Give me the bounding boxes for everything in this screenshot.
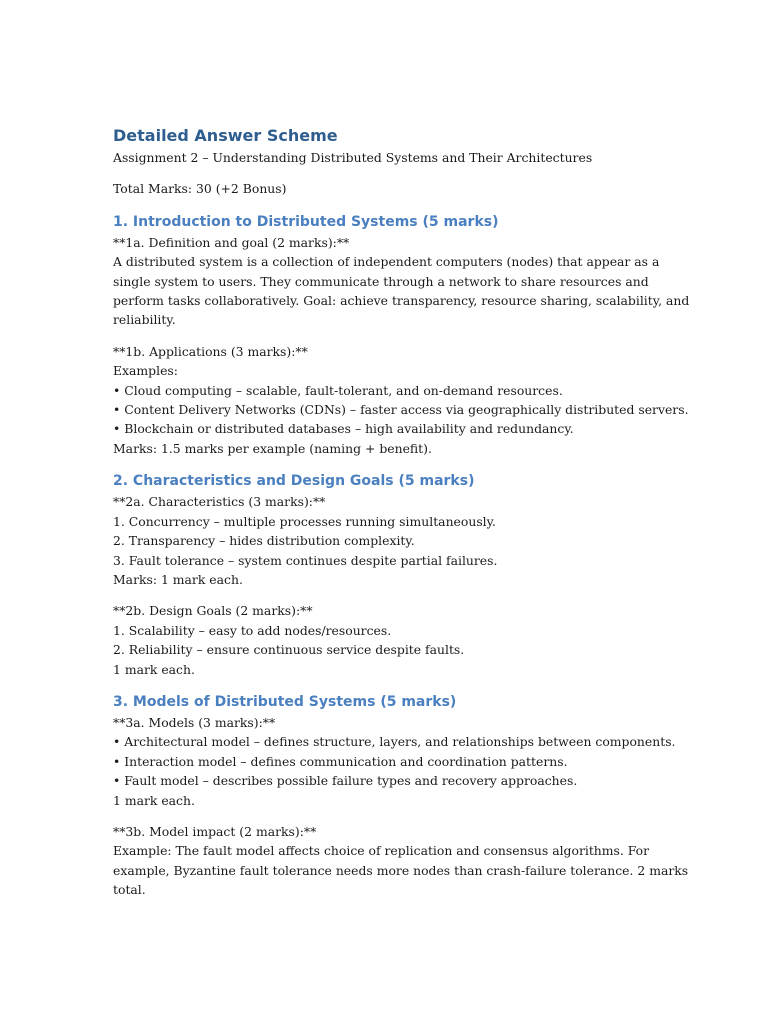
answer-line: 3. Fault tolerance – system continues despite partial failures. <box>113 552 498 568</box>
spacer <box>113 589 673 601</box>
answer-line: total. <box>113 882 146 898</box>
answer-block <box>113 713 676 810</box>
answer-line: 1. Scalability – easy to add nodes/resources. <box>113 622 392 638</box>
sections-container <box>113 199 690 900</box>
section-heading: 3. Models of Distributed Systems (5 marks) <box>113 693 457 710</box>
answer-line: Marks: 1 mark each. <box>113 571 243 587</box>
answer-line: 1. Concurrency – multiple processes running simultaneously. <box>113 513 496 529</box>
answer-line: Example: The fault model affects choice of replication and consensus algorithms. For <box>113 843 650 859</box>
answer-block <box>113 492 673 589</box>
spacer <box>113 458 673 470</box>
spacer <box>113 679 673 691</box>
question-label: **1a. Definition and goal (2 marks):** <box>113 234 350 250</box>
answer-line: perform tasks collaboratively. Goal: achieve transparency, resource sharing, scalability, and <box>113 293 690 309</box>
answer-line: example, Byzantine fault tolerance needs more nodes than crash-failure tolerance. 2 marks <box>113 862 689 878</box>
spacer <box>113 330 673 342</box>
question-label: **3a. Models (3 marks):** <box>113 714 276 730</box>
section-heading: 2. Characteristics and Design Goals (5 marks) <box>113 473 475 490</box>
answer-line: • Content Delivery Networks (CDNs) – faster access via geographically distributed servers. <box>113 402 689 418</box>
question-label: **3b. Model impact (2 marks):** <box>113 823 317 839</box>
question-label: **2b. Design Goals (2 marks):** <box>113 603 313 619</box>
document-content <box>113 124 690 900</box>
answer-line: • Fault model – describes possible failure types and recovery approaches. <box>113 773 578 789</box>
spacer <box>113 199 673 211</box>
answer-block <box>113 601 673 679</box>
answer-line: 1 mark each. <box>113 792 195 808</box>
document-title: Detailed Answer Scheme <box>113 126 338 145</box>
answer-line: • Architectural model – defines structure, layers, and relationships between components. <box>113 734 676 750</box>
total-marks: Total Marks: 30 (+2 Bonus) <box>113 181 287 197</box>
answer-line: • Blockchain or distributed databases – high availability and redundancy. <box>113 421 574 437</box>
answer-line: 2. Reliability – ensure continuous service despite faults. <box>113 642 465 658</box>
answer-block <box>113 822 689 900</box>
document-subtitle: Assignment 2 – Understanding Distributed Systems and Their Architectures <box>113 150 593 165</box>
answer-line: reliability. <box>113 312 176 328</box>
answer-line: • Cloud computing – scalable, fault-tolerant, and on-demand resources. <box>113 382 563 398</box>
question-label: **2a. Characteristics (3 marks):** <box>113 494 326 510</box>
answer-line: A distributed system is a collection of independent computers (nodes) that appear as a <box>113 254 660 270</box>
answer-line: • Interaction model – defines communication and coordination patterns. <box>113 753 568 769</box>
spacer <box>113 167 673 179</box>
section-heading: 1. Introduction to Distributed Systems (5 marks) <box>113 213 499 230</box>
answer-block <box>113 233 690 330</box>
spacer <box>113 810 673 822</box>
answer-line: 2. Transparency – hides distribution complexity. <box>113 533 415 549</box>
question-label: **1b. Applications (3 marks):** <box>113 343 308 359</box>
answer-line: 1 mark each. <box>113 661 195 677</box>
answer-line: Examples: <box>113 363 178 379</box>
answer-block <box>113 342 689 458</box>
answer-line: single system to users. They communicate through a network to share resources and <box>113 273 649 289</box>
answer-line: Marks: 1.5 marks per example (naming + benefit). <box>113 440 432 456</box>
